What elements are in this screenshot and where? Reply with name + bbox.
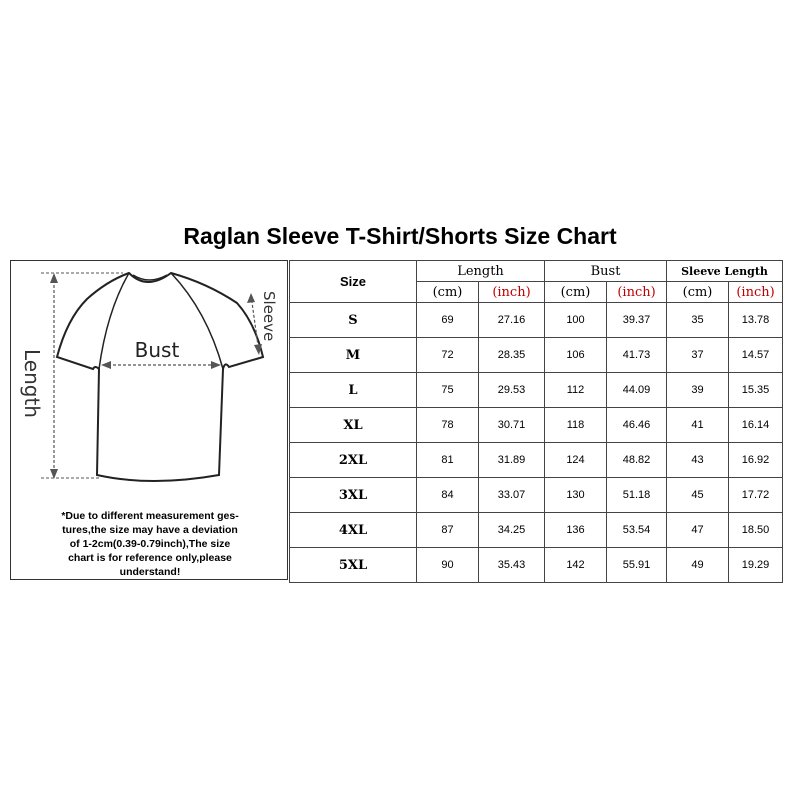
bust-inch-header: (inch) [607,282,667,303]
length-inch-cell: 27.16 [479,303,545,338]
sleeve-inch-cell: 18.50 [729,513,783,548]
sleeve-cm-cell: 43 [667,443,729,478]
table-row [290,408,783,443]
length-cm-header: (cm) [417,282,479,303]
sleeve-cm-cell: 45 [667,478,729,513]
length-cm-cell: 75 [417,373,479,408]
sleeve-inch-cell: 16.14 [729,408,783,443]
table-row [290,303,783,338]
size-cell: M [290,338,417,373]
sleeve-cm-cell: 35 [667,303,729,338]
length-inch-cell: 29.53 [479,373,545,408]
length-cm-cell: 72 [417,338,479,373]
sleeve-inch-cell: 16.92 [729,443,783,478]
bust-inch-cell: 51.18 [607,478,667,513]
sleeve-cm-cell: 47 [667,513,729,548]
sleeve-cm-cell: 37 [667,338,729,373]
disclaimer-line: *Due to different measurement ges- [61,510,239,522]
bust-inch-cell: 55.91 [607,548,667,583]
length-cm-cell: 81 [417,443,479,478]
bust-cm-cell: 106 [545,338,607,373]
length-label: Length [20,349,44,418]
size-cell: S [290,303,417,338]
length-cm-cell: 78 [417,408,479,443]
bust-inch-cell: 53.54 [607,513,667,548]
table-row [290,443,783,478]
size-cell: L [290,373,417,408]
table-row [290,478,783,513]
length-cm-cell: 69 [417,303,479,338]
sleeve-inch-cell: 19.29 [729,548,783,583]
sleeve-inch-cell: 13.78 [729,303,783,338]
sleeve-inch-cell: 14.57 [729,338,783,373]
size-cell: 3XL [290,478,417,513]
sleeve-cm-cell: 49 [667,548,729,583]
sleeve-group-header: Sleeve Length [667,261,783,282]
table-row [290,548,783,583]
bust-inch-cell: 44.09 [607,373,667,408]
sleeve-arrow-top [247,293,255,303]
sleeve-cm-cell: 41 [667,408,729,443]
length-inch-cell: 35.43 [479,548,545,583]
length-cm-cell: 90 [417,548,479,583]
disclaimer-line: tures,the size may have a deviation [62,524,238,536]
length-group-header: Length [417,261,545,282]
sleeve-inch-cell: 17.72 [729,478,783,513]
length-inch-cell: 33.07 [479,478,545,513]
tshirt-outline [57,273,263,481]
bust-inch-cell: 48.82 [607,443,667,478]
bust-group-header: Bust [545,261,667,282]
size-cell: 4XL [290,513,417,548]
sleeve-cm-header: (cm) [667,282,729,303]
size-chart-table [289,260,783,583]
length-inch-cell: 28.35 [479,338,545,373]
measurement-diagram-panel [10,260,288,580]
bust-inch-cell: 39.37 [607,303,667,338]
bust-inch-cell: 41.73 [607,338,667,373]
bust-label: Bust [134,338,180,362]
length-arrow-top [50,273,58,283]
table-row [290,373,783,408]
disclaimer-line: understand! [119,566,181,578]
size-header: Size [290,261,417,303]
size-cell: XL [290,408,417,443]
sleeve-label: Sleeve [260,291,278,342]
disclaimer-line: chart is for reference only,please [68,552,232,564]
sleeve-inch-cell: 15.35 [729,373,783,408]
table-row [290,513,783,548]
bust-cm-cell: 124 [545,443,607,478]
bust-cm-cell: 100 [545,303,607,338]
sleeve-cm-cell: 39 [667,373,729,408]
length-inch-cell: 30.71 [479,408,545,443]
size-disclaimer [25,509,275,579]
chart-title: Raglan Sleeve T-Shirt/Shorts Size Chart [183,223,617,249]
bust-inch-cell: 46.46 [607,408,667,443]
length-cm-cell: 84 [417,478,479,513]
bust-cm-cell: 112 [545,373,607,408]
sleeve-inch-header: (inch) [729,282,783,303]
size-cell: 2XL [290,443,417,478]
disclaimer-line: of 1-2cm(0.39-0.79inch),The size [69,538,231,550]
bust-cm-cell: 136 [545,513,607,548]
length-inch-cell: 34.25 [479,513,545,548]
length-inch-header: (inch) [479,282,545,303]
table-row [290,338,783,373]
bust-cm-cell: 142 [545,548,607,583]
length-inch-cell: 31.89 [479,443,545,478]
size-cell: 5XL [290,548,417,583]
length-cm-cell: 87 [417,513,479,548]
bust-cm-cell: 130 [545,478,607,513]
bust-cm-header: (cm) [545,282,607,303]
bust-cm-cell: 118 [545,408,607,443]
